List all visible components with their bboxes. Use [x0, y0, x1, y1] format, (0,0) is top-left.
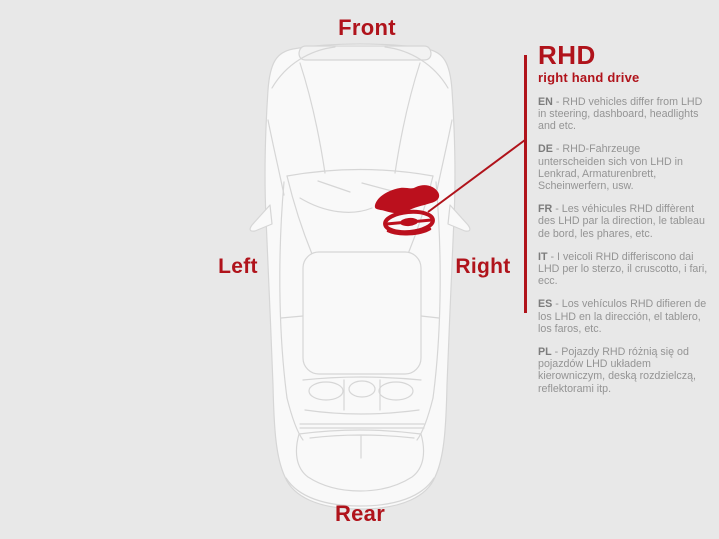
language-entry: [538, 96, 708, 133]
language-entry: [538, 203, 708, 240]
left-label: Left: [218, 255, 258, 278]
panel-accent-bar: [524, 55, 527, 313]
language-entry: [538, 346, 708, 395]
language-text: - RHD-Fahrzeuge unterscheiden sich von LHD in Lenkrad, Armaturenbrett, Scheinwerfern, usw.: [538, 143, 683, 193]
info-panel: [538, 42, 710, 400]
language-entry: [538, 143, 708, 192]
language-text: - RHD vehicles differ from LHD in steering, dashboard, headlights and etc.: [538, 95, 703, 133]
language-code: EN: [538, 95, 553, 108]
language-code: FR: [538, 203, 553, 216]
language-text: - Los vehículos RHD difieren de los LHD en la dirección, el tablero, los faros, etc.: [538, 298, 707, 335]
panel-title: RHD: [538, 40, 596, 70]
language-text: - Pojazdy RHD różnią się od pojazdów LHD układem kierowniczym, deską rozdzielczą, reflektorami itp.: [538, 345, 696, 395]
rear-label: Rear: [334, 501, 386, 526]
language-list: [538, 96, 710, 395]
language-code: ES: [538, 298, 553, 311]
language-code: PL: [538, 345, 552, 358]
language-code: IT: [538, 250, 548, 263]
language-entry: [538, 251, 708, 288]
roof-panel: [303, 252, 421, 374]
front-label: Front: [338, 15, 396, 40]
front-bumper: [299, 46, 431, 60]
language-code: DE: [538, 143, 553, 156]
language-text: - Les véhicules RHD diffèrent des LHD par la direction, le tableau de bord, les phares, etc.: [538, 203, 705, 240]
language-text: - I veicoli RHD differiscono dai LHD per lo sterzo, il cruscotto, i fari, ecc.: [538, 250, 708, 288]
panel-subtitle: right hand drive: [538, 70, 640, 85]
language-entry: [538, 298, 708, 335]
right-label: Right: [455, 255, 511, 278]
